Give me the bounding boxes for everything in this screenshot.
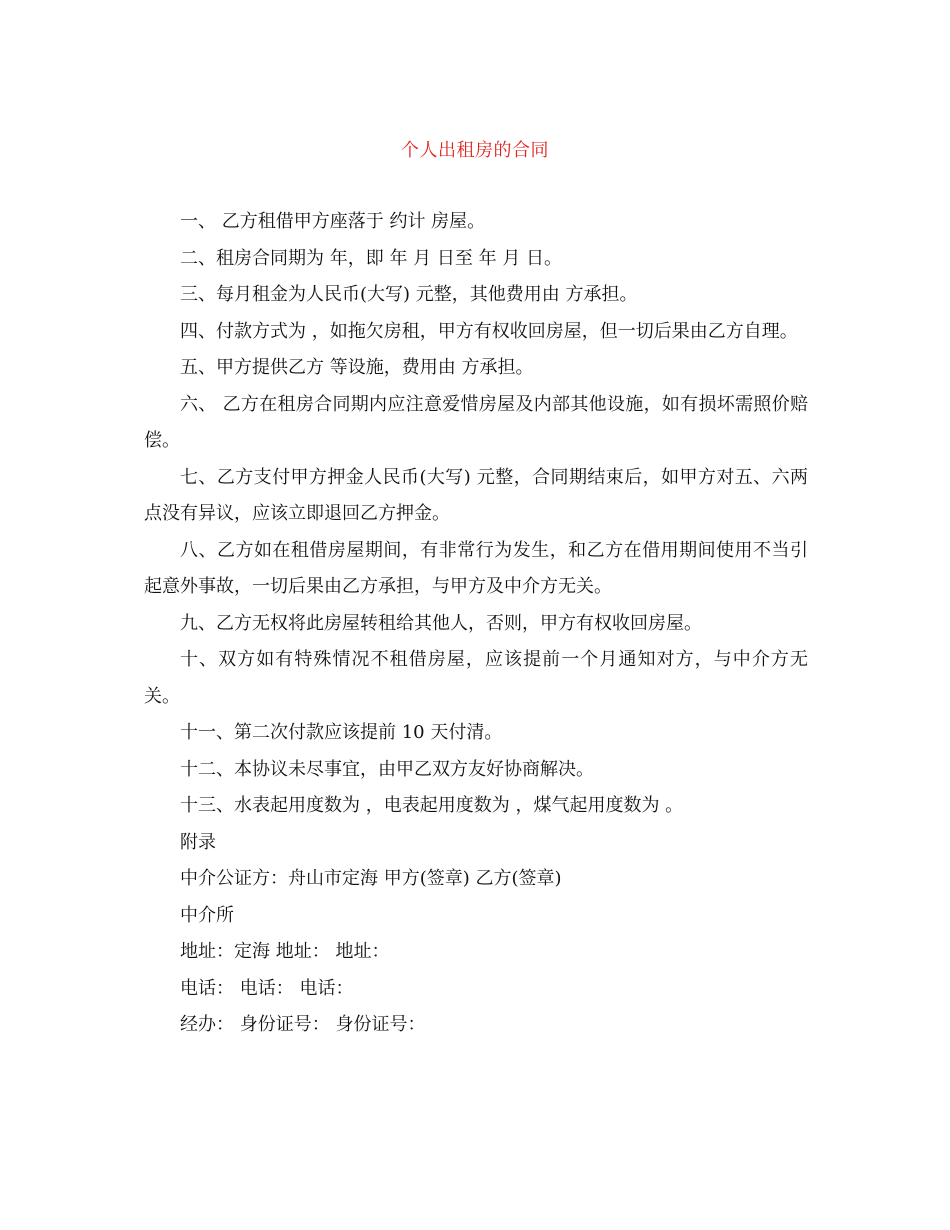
clause-2: 二、租房合同期为 年，即 年 月 日至 年 月 日。 [180, 247, 563, 269]
agency-name: 中介所 [180, 904, 234, 926]
clause-1: 一、 乙方租借甲方座落于 约计 房屋。 [180, 211, 486, 232]
clause-5: 五、甲方提供乙方 等设施，费用由 方承担。 [180, 357, 534, 378]
clause-4: 四、付款方式为 ，如拖欠房租，甲方有权收回房屋，但一切后果由乙方自理。 [180, 320, 798, 342]
clause-13: 十三、水表起用度数为 ，电表起用度数为 ，煤气起用度数为 。 [180, 795, 684, 816]
clause-8: 八、乙方如在租借房屋期间，有非常行为发生，和乙方在借用期间使用不当引起意外事故，一切后果由乙方承担，与甲方及中介方无关。 [144, 539, 808, 597]
clause-6: 六、 乙方在租房合同期内应注意爱惜房屋及内部其他设施，如有损坏需照价赔偿。 [144, 393, 808, 451]
phone-line: 电话： 电话： 电话： [180, 977, 354, 999]
signature-parties: 中介公证方：舟山市定海 甲方(签章) 乙方(签章) [180, 868, 562, 889]
appendix-heading: 附录 [180, 831, 216, 853]
clause-7: 七、乙方支付甲方押金人民币(大写) 元整，合同期结束后，如甲方对五、六两点没有异议，应该立即退回乙方押金。 [144, 466, 808, 524]
document-title: 个人出租房的合同 [401, 140, 549, 161]
clause-10: 十、双方如有特殊情况不租借房屋，应该提前一个月通知对方，与中介方无关。 [144, 649, 808, 707]
id-line: 经办： 身份证号： 身份证号： [180, 1014, 426, 1035]
address-line: 地址：定海 地址： 地址： [180, 941, 390, 962]
clause-3: 三、每月租金为人民币(大写) 元整，其他费用由 方承担。 [180, 284, 638, 305]
contract-body [144, 204, 808, 1044]
clause-12: 十二、本协议未尽事宜，由甲乙双方友好协商解决。 [180, 758, 594, 780]
clause-9: 九、乙方无权将此房屋转租给其他人，否则，甲方有权收回房屋。 [180, 612, 702, 634]
clause-11: 十一、第二次付款应该提前 10 天付清。 [180, 722, 503, 743]
